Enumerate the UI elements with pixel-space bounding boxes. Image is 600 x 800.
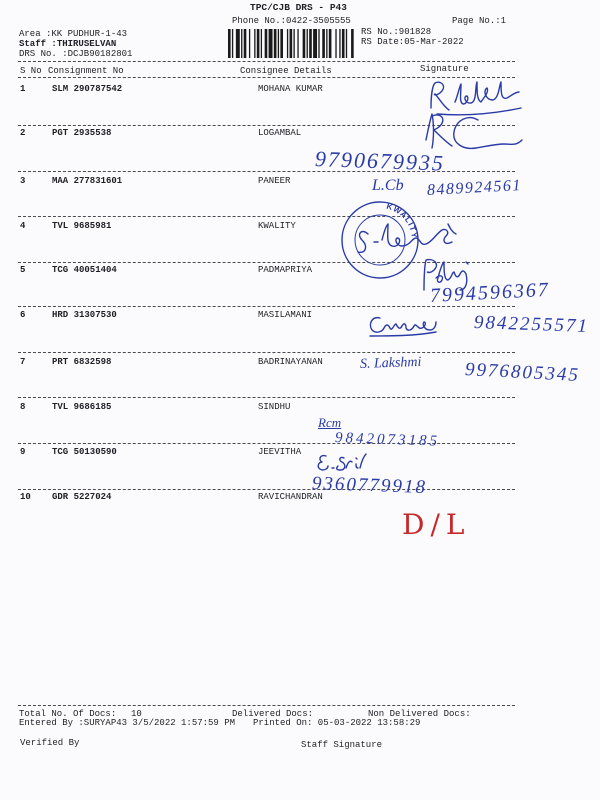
row-consignee: MASILAMANI (258, 310, 313, 320)
barcode-bar (232, 29, 233, 58)
row-consignment-no: SLM 290787542 (52, 84, 123, 94)
row-consignee: JEEVITHA (258, 447, 302, 457)
handwritten-phone-row-9: 9360779918 (311, 473, 428, 499)
signature-row-9 (312, 450, 368, 476)
barcode-bar (290, 29, 293, 58)
row-consignment-no: TCG 40051404 (52, 265, 117, 275)
staff-label: Staff : (19, 39, 57, 49)
row-consignment-no: GDR 5227024 (52, 492, 112, 502)
barcode-bar (342, 29, 345, 58)
barcode-bar (265, 29, 268, 58)
barcode (228, 29, 355, 58)
column-header-sno: S No (20, 66, 42, 76)
signature-stroke (370, 318, 436, 336)
row-divider (18, 489, 515, 490)
printed-on: Printed On: 05-03-2022 13:58:29 (253, 718, 421, 728)
barcode-bar (293, 29, 294, 58)
row-sno: 7 (20, 357, 26, 367)
barcode-bar (249, 29, 250, 58)
barcode-bar (257, 29, 260, 58)
barcode-bar (346, 29, 347, 58)
barcode-bar (228, 29, 231, 58)
barcode-bar (254, 29, 255, 58)
barcode-bar (303, 29, 306, 58)
barcode-bar (274, 29, 277, 58)
barcode-bar (297, 29, 298, 58)
row-divider (18, 443, 515, 444)
barcode-bar (269, 29, 273, 58)
handwritten-name-row-7: S. Lakshmi (359, 354, 422, 372)
row-divider (18, 397, 515, 398)
barcode-bar (318, 29, 319, 58)
stamp-text-path: KWALITY (385, 201, 420, 240)
phone-number: Phone No.:0422-3505555 (232, 16, 351, 26)
staff-signature-label: Staff Signature (301, 740, 383, 750)
row-consignee: SINDHU (258, 402, 291, 412)
row-consignment-no: PGT 2935538 (52, 128, 112, 138)
row-consignee: BADRINAYANAN (258, 357, 323, 367)
handwritten-phone-row-2: 9790679935 (314, 146, 446, 176)
row-sno: 5 (20, 265, 26, 275)
row-consignee: PANEER (258, 176, 291, 186)
non-delivered-docs-label: Non Delivered Docs: (368, 709, 471, 719)
row-consignment-no: HRD 31307530 (52, 310, 117, 320)
barcode-bar (322, 29, 325, 58)
page-number: Page No.:1 (452, 16, 507, 26)
signature-stroke (426, 114, 522, 148)
handwritten-phone-row-7: 9976805345 (464, 359, 581, 387)
row-sno: 9 (20, 447, 26, 457)
signature-stroke (358, 224, 456, 252)
barcode-bar (326, 29, 327, 58)
handwritten-phone-row-3: 8489924561 (426, 177, 523, 199)
row-sno: 6 (20, 310, 26, 320)
row-sno: 10 (20, 492, 31, 502)
entered-by: Entered By :SURYAP43 3/5/2022 1:57:59 PM (19, 718, 236, 728)
barcode-bar (307, 29, 308, 58)
staff-line (19, 39, 116, 49)
row-consignee: LOGAMBAL (258, 128, 302, 138)
row-sno: 4 (20, 221, 26, 231)
row-consignment-no: TVL 9686185 (52, 402, 112, 412)
rs-number: RS No.:901828 (361, 27, 432, 37)
row-consignee: RAVICHANDRAN (258, 492, 323, 502)
handwritten-initials-row-3: L.Cb (372, 177, 404, 194)
handwritten-phone-row-8: 9842073185 (334, 430, 441, 450)
barcode-bar (329, 29, 332, 58)
footer-divider (18, 705, 515, 706)
barcode-bar (339, 29, 340, 58)
barcode-bar (278, 29, 279, 58)
barcode-bar (236, 29, 240, 58)
signature-row-4 (352, 220, 462, 260)
divider-line (18, 61, 515, 62)
column-header-consignment: Consignment No (48, 66, 124, 76)
handwritten-phone-row-5: 7994596367 (429, 278, 551, 307)
handwritten-dl-mark-row-10: D/L (402, 508, 471, 541)
barcode-bar (241, 29, 242, 58)
staff-name: THIRUSELVAN (56, 39, 117, 49)
rs-date: RS Date:05-Mar-2022 (361, 37, 464, 47)
column-header-consignee: Consignee Details (240, 66, 332, 76)
area-label: Area :KK PUDHUR-1-43 (19, 29, 128, 39)
total-docs-label: Total No. Of Docs: (19, 709, 117, 719)
total-docs-value: 10 (131, 709, 142, 719)
row-sno: 8 (20, 402, 26, 412)
barcode-bar (244, 29, 247, 58)
row-consignee: KWALITY (258, 221, 296, 231)
row-divider (18, 352, 515, 353)
row-divider (18, 216, 515, 217)
barcode-bar (335, 29, 336, 58)
row-sno: 1 (20, 84, 26, 94)
row-sno: 3 (20, 176, 26, 186)
barcode-bar (351, 29, 354, 58)
document-title: TPC/CJB DRS - P43 (250, 2, 347, 13)
drs-number: DRS No. :DCJB90182801 (19, 49, 133, 59)
barcode-bar (309, 29, 312, 58)
row-consignee: PADMAPRIYA (258, 265, 313, 275)
verified-by-label: Verified By (20, 738, 80, 748)
row-consignment-no: MAA 277831601 (52, 176, 123, 186)
row-sno: 2 (20, 128, 26, 138)
handwritten-phone-row-6: 9842255571 (473, 312, 590, 338)
signature-stroke (318, 454, 366, 470)
barcode-bar (280, 29, 283, 58)
row-consignment-no: PRT 6832598 (52, 357, 112, 367)
barcode-bar (287, 29, 288, 58)
handwritten-initials-row-8: Rcm (318, 415, 342, 430)
column-header-signature: Signature (420, 64, 469, 74)
delivered-docs-label: Delivered Docs: (232, 709, 314, 719)
barcode-bar (261, 29, 262, 58)
row-consignment-no: TVL 9685981 (52, 221, 112, 231)
row-consignee: MOHANA KUMAR (258, 84, 323, 94)
barcode-bar (313, 29, 317, 58)
signature-row-6 (366, 310, 438, 340)
row-consignment-no: TCG 50130590 (52, 447, 117, 457)
